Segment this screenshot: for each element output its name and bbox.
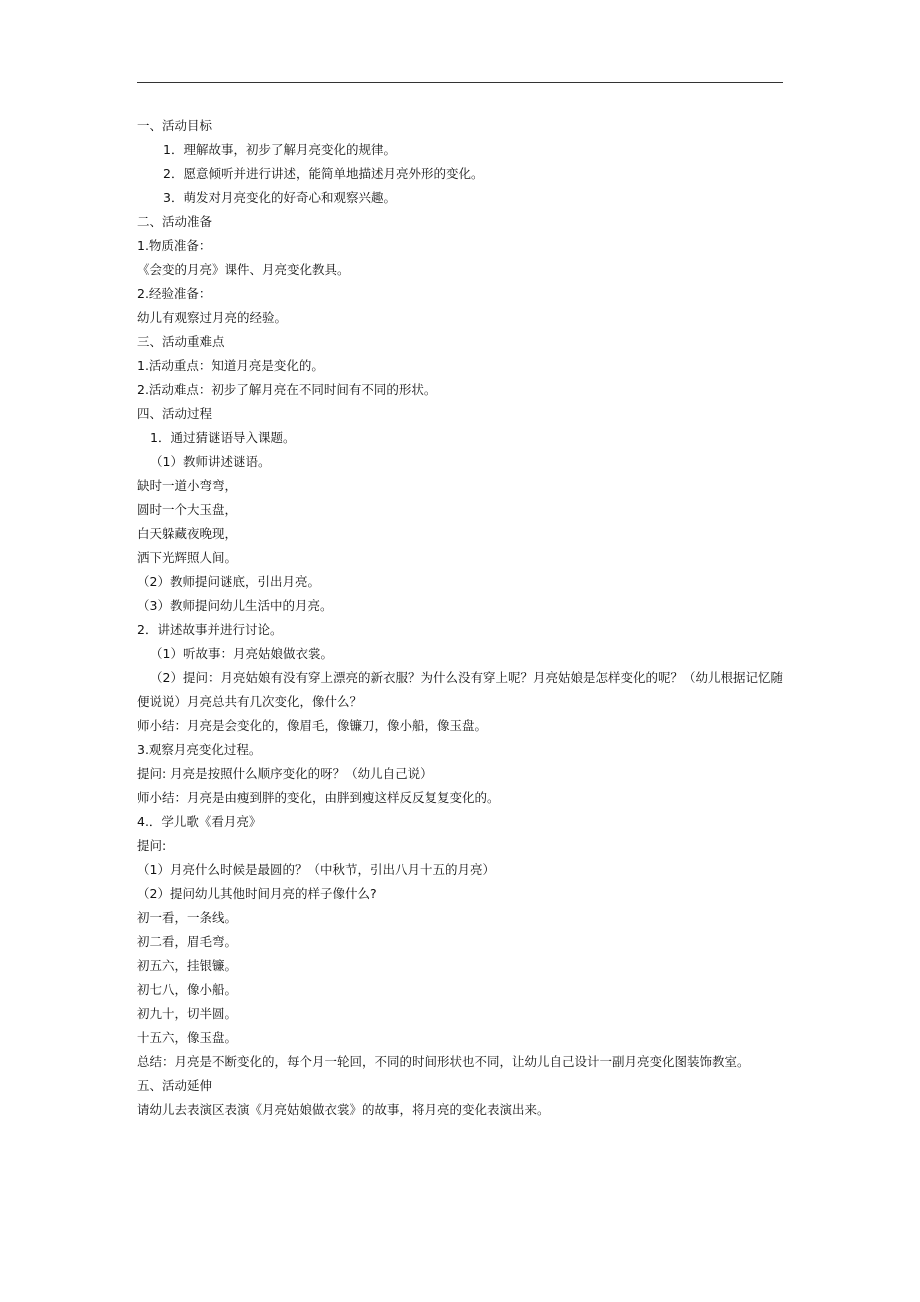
header-rule	[137, 82, 783, 83]
section-heading: 三、活动重难点	[137, 334, 225, 349]
document-body	[137, 114, 787, 1122]
paragraph: （1）教师讲述谜语。	[150, 454, 271, 469]
paragraph: 请幼儿去表演区表演《月亮姑娘做衣裳》的故事，将月亮的变化表演出来。	[137, 1102, 550, 1117]
list-item: 3．萌发对月亮变化的好奇心和观察兴趣。	[163, 190, 396, 205]
rhyme-line: 初二看，眉毛弯。	[137, 934, 238, 949]
paragraph: 1．通过猜谜语导入课题。	[150, 430, 296, 445]
riddle-line: 圆时一个大玉盘，	[137, 502, 238, 517]
paragraph: （2）提问：月亮姑娘有没有穿上漂亮的新衣服？为什么没有穿上呢？月亮姑娘是怎样变化的呢？（幼儿根据记忆随便说说）月亮总共有几次变化，像什么？	[137, 670, 783, 709]
paragraph: 1.物质准备：	[137, 238, 212, 253]
rhyme-line: 初一看，一条线。	[137, 910, 238, 925]
section-heading: 五、活动延伸	[137, 1078, 213, 1093]
paragraph: 3.观察月亮变化过程。	[137, 742, 262, 757]
paragraph: 总结：月亮是不断变化的，每个月一轮回，不同的时间形状也不同，让幼儿自己设计一副月亮变化图装饰教室。	[137, 1054, 750, 1069]
paragraph: 2．讲述故事并进行讨论。	[137, 622, 283, 637]
list-item: 1．理解故事，初步了解月亮变化的规律。	[163, 142, 396, 157]
paragraph: （1）听故事：月亮姑娘做衣裳。	[150, 646, 333, 661]
riddle-line: 缺时一道小弯弯，	[137, 478, 238, 493]
paragraph: 2.经验准备：	[137, 286, 212, 301]
section-heading: 四、活动过程	[137, 406, 213, 421]
section-heading: 一、活动目标	[137, 118, 213, 133]
paragraph: 师小结：月亮是由瘦到胖的变化，由胖到瘦这样反反复复变化的。	[137, 790, 500, 805]
paragraph: 幼儿有观察过月亮的经验。	[137, 310, 288, 325]
paragraph: 提问: 月亮是按照什么顺序变化的呀？（幼儿自己说）	[137, 766, 433, 781]
paragraph: （2）教师提问谜底，引出月亮。	[137, 574, 320, 589]
rhyme-line: 初五六，挂银镰。	[137, 958, 238, 973]
paragraph: 1.活动重点：知道月亮是变化的。	[137, 358, 324, 373]
section-heading: 二、活动准备	[137, 214, 213, 229]
paragraph: （3）教师提问幼儿生活中的月亮。	[137, 598, 333, 613]
paragraph: 《会变的月亮》课件、月亮变化教具。	[137, 262, 350, 277]
rhyme-line: 初九十，切半圆。	[137, 1006, 238, 1021]
paragraph: 师小结：月亮是会变化的，像眉毛，像镰刀，像小船，像玉盘。	[137, 718, 488, 733]
paragraph: 4.．学儿歌《看月亮》	[137, 814, 262, 829]
list-item: 2．愿意倾听并进行讲述，能简单地描述月亮外形的变化。	[163, 166, 484, 181]
paragraph: （2）提问幼儿其他时间月亮的样子像什么?	[137, 886, 377, 901]
rhyme-line: 初七八，像小船。	[137, 982, 238, 997]
paragraph: 2.活动难点：初步了解月亮在不同时间有不同的形状。	[137, 382, 437, 397]
paragraph: 提问:	[137, 838, 167, 853]
riddle-line: 白天躲藏夜晚现，	[137, 526, 238, 541]
riddle-line: 洒下光辉照人间。	[137, 550, 238, 565]
paragraph: （1）月亮什么时候是最圆的？（中秋节，引出八月十五的月亮）	[137, 862, 495, 877]
rhyme-line: 十五六，像玉盘。	[137, 1030, 238, 1045]
